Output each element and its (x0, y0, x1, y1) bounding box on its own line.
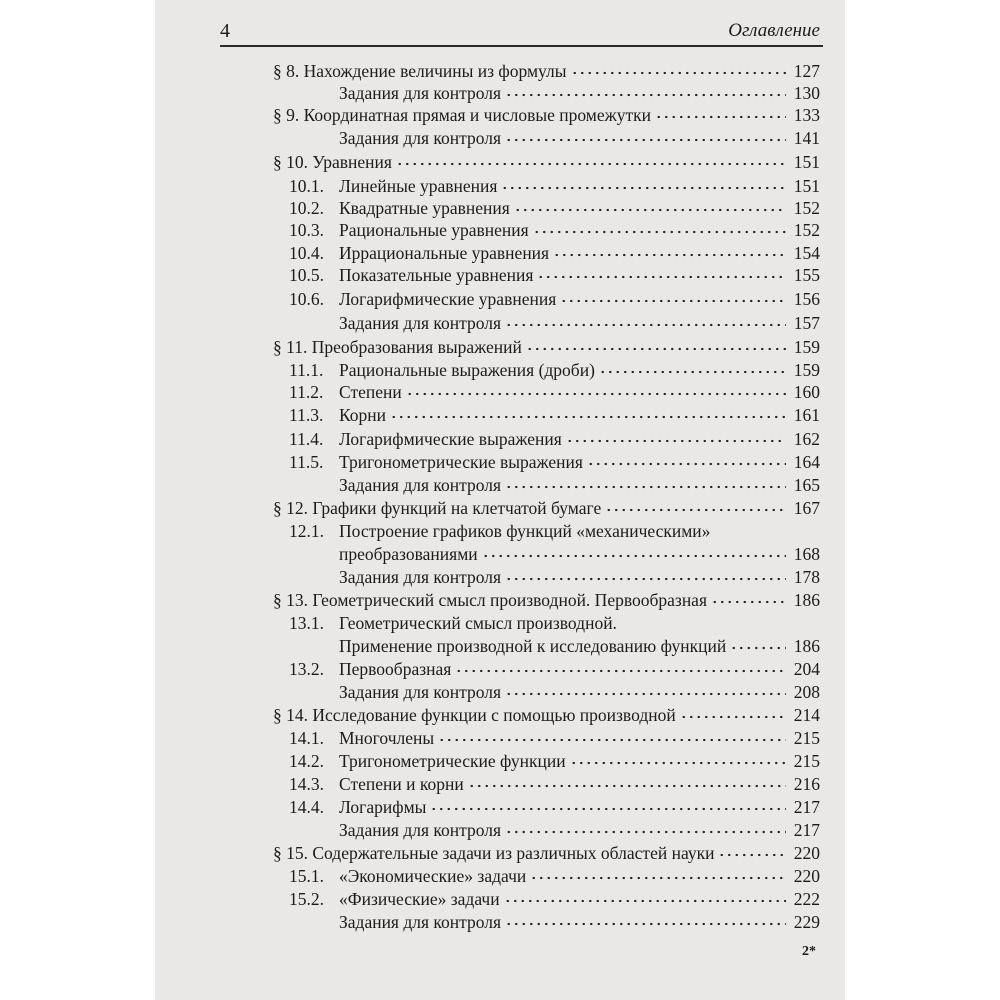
toc-entry-subsection[interactable] (289, 750, 820, 772)
entry-title: Логарифмы (339, 797, 427, 817)
entry-number: 15.2. (289, 889, 324, 909)
dot-leader (560, 297, 786, 305)
entry-title: Задания для контроля (339, 820, 502, 840)
dot-leader (504, 897, 786, 905)
dot-leader (553, 251, 786, 259)
toc-entry-section-12[interactable] (273, 497, 820, 519)
toc-entry-subsection[interactable] (289, 359, 820, 381)
entry-number: 11.3. (289, 405, 324, 425)
entry-title: Координатная прямая и числовые промежутки (303, 105, 651, 125)
entry-page: 127 (793, 61, 820, 81)
entry-page: 161 (793, 405, 820, 425)
entry-title: Линейные уравнения (339, 176, 498, 196)
entry-number: § 13. (273, 590, 308, 610)
entry-page: 229 (793, 912, 820, 932)
entry-number: § 10. (273, 152, 308, 172)
dot-leader (505, 483, 786, 491)
toc-entry-subsection[interactable] (289, 381, 820, 403)
entry-page: 160 (793, 382, 820, 402)
entry-page: 215 (793, 728, 820, 748)
entry-number: § 8. (273, 61, 300, 81)
toc-entry-tasks[interactable] (339, 312, 820, 334)
entry-number: § 12. (273, 498, 308, 518)
toc-entry-subsection[interactable] (289, 865, 820, 887)
dot-leader (430, 805, 786, 813)
entry-number: 11.5. (289, 452, 324, 472)
entry-title: Задания для контроля (339, 128, 502, 148)
entry-page: 220 (793, 866, 820, 886)
entry-number: 10.5. (289, 265, 324, 285)
toc-entry-section-13[interactable] (273, 589, 820, 611)
entry-title: Задания для контроля (339, 83, 502, 103)
toc-entry-tasks[interactable] (339, 911, 820, 933)
entry-page: 154 (793, 243, 820, 263)
entry-page: 152 (793, 220, 820, 240)
toc-entry-subsection[interactable] (289, 612, 617, 634)
entry-number: 15.1. (289, 866, 324, 886)
entry-page: 204 (793, 659, 820, 679)
toc-entry-tasks[interactable] (339, 566, 820, 588)
entry-page: 215 (793, 751, 820, 771)
signature-mark: 2* (802, 944, 816, 959)
dot-leader (505, 920, 786, 928)
toc-entry-section-10[interactable] (273, 151, 820, 173)
dot-leader (655, 113, 786, 121)
entry-number: 10.2. (289, 198, 324, 218)
entry-title: Задания для контроля (339, 912, 502, 932)
entry-number: 14.3. (289, 774, 324, 794)
entry-title: Нахождение величины из формулы (303, 61, 567, 81)
toc-entry-subsection[interactable] (289, 658, 820, 680)
entry-number: 10.6. (289, 289, 324, 309)
entry-title: Преобразования выражений (311, 337, 522, 357)
entry-title: Иррациональные уравнения (339, 243, 550, 263)
entry-title: Задания для контроля (339, 682, 502, 702)
entry-number: 13.1. (289, 613, 324, 633)
entry-page: 165 (793, 475, 820, 495)
dot-leader (396, 160, 786, 168)
entry-title: Задания для контроля (339, 475, 502, 495)
dot-leader (468, 782, 786, 790)
entry-page: 159 (793, 337, 820, 357)
entry-title: Логарифмические выражения (339, 429, 562, 449)
dot-leader (570, 759, 786, 767)
entry-number: § 9. (273, 105, 300, 125)
entry-title: Уравнения (312, 152, 392, 172)
entry-number: 12.1. (289, 521, 324, 541)
toc-entry-continuation[interactable] (339, 543, 820, 565)
toc-entry-section-14[interactable] (273, 704, 820, 726)
dot-leader (455, 667, 786, 675)
toc-entry-subsection[interactable] (289, 428, 820, 450)
dot-leader (599, 368, 786, 376)
entry-title: Тригонометрические выражения (339, 452, 583, 472)
dot-leader (526, 345, 786, 353)
dot-leader (505, 690, 786, 698)
entry-number: 14.2. (289, 751, 324, 771)
toc-entry-tasks[interactable] (339, 474, 820, 496)
dot-leader (718, 851, 786, 859)
entry-page: 168 (793, 544, 820, 564)
dot-leader (533, 228, 786, 236)
entry-title: Тригонометрические функции (339, 751, 566, 771)
entry-page: 186 (793, 636, 820, 656)
entry-title: Степени (339, 382, 402, 402)
entry-title: Построение графиков функций «механическими» (339, 521, 711, 541)
entry-page: 214 (793, 705, 820, 725)
entry-title: Применение производной к исследованию функций (339, 636, 727, 656)
entry-title: Степени и корни (339, 774, 464, 794)
dot-leader (730, 644, 786, 652)
entry-page: 222 (793, 889, 820, 909)
entry-page: 178 (793, 567, 820, 587)
entry-page: 151 (793, 176, 820, 196)
entry-title: Графики функций на клетчатой бумаге (312, 498, 602, 518)
entry-page: 155 (793, 265, 820, 285)
dot-leader (680, 713, 786, 721)
entry-title: Геометрический смысл производной. Первообразная (312, 590, 707, 610)
entry-title: Корни (339, 405, 387, 425)
entry-title: Содержательные задачи из различных областей науки (312, 843, 715, 863)
entry-title: Многочлены (339, 728, 435, 748)
dot-leader (605, 506, 786, 514)
entry-title: Задания для контроля (339, 313, 502, 333)
entry-number: 10.3. (289, 220, 324, 240)
dot-leader (711, 598, 786, 606)
dot-leader (505, 828, 786, 836)
toc-entry-subsection[interactable] (289, 264, 820, 286)
toc-entry-tasks[interactable] (339, 681, 820, 703)
entry-title: Рациональные выражения (дроби) (339, 360, 595, 380)
entry-number: 11.1. (289, 360, 324, 380)
toc-entry-subsection[interactable] (289, 773, 820, 795)
entry-page: 208 (793, 682, 820, 702)
entry-title: преобразованиями (339, 544, 478, 564)
dot-leader (566, 437, 786, 445)
entry-title: Исследование функции с помощью производной (312, 705, 676, 725)
toc-entry-subsection[interactable] (289, 888, 820, 910)
dot-leader (482, 552, 786, 560)
entry-page: 133 (793, 105, 820, 125)
dot-leader (530, 874, 786, 882)
entry-number: § 14. (273, 705, 308, 725)
entry-number: 13.2. (289, 659, 324, 679)
toc-entry-subsection[interactable] (289, 288, 820, 310)
dot-leader (505, 575, 786, 583)
toc-entry-tasks[interactable] (339, 819, 820, 841)
dot-leader (505, 321, 786, 329)
entry-number: 14.1. (289, 728, 324, 748)
entry-number: § 11. (273, 337, 308, 357)
entry-number: 10.1. (289, 176, 324, 196)
entry-title: Первообразная (339, 659, 452, 679)
toc-entry-tasks[interactable] (339, 82, 820, 104)
dot-leader (537, 273, 786, 281)
entry-number: 11.4. (289, 429, 324, 449)
toc-entry-subsection[interactable] (289, 796, 820, 818)
dot-leader (501, 184, 786, 192)
toc-entry-continuation[interactable] (339, 635, 820, 657)
entry-page: 159 (793, 360, 820, 380)
entry-page: 217 (793, 797, 820, 817)
entry-page: 162 (793, 429, 820, 449)
dot-leader (505, 136, 786, 144)
entry-page: 216 (793, 774, 820, 794)
toc-entry-subsection[interactable] (289, 520, 710, 542)
toc-entry-section-15[interactable] (273, 842, 820, 864)
toc-entry-subsection[interactable] (289, 242, 820, 264)
toc-entry-subsection[interactable] (289, 219, 820, 241)
toc-entry-subsection[interactable] (289, 197, 820, 219)
entry-title: Показательные уравнения (339, 265, 534, 285)
entry-number: 11.2. (289, 382, 324, 402)
dot-leader (406, 390, 786, 398)
dot-leader (438, 736, 786, 744)
entry-page: 151 (793, 152, 820, 172)
entry-page: 167 (793, 498, 820, 518)
entry-title: Задания для контроля (339, 567, 502, 587)
entry-page: 164 (793, 452, 820, 472)
page-number: 4 (220, 20, 230, 42)
entry-title: Квадратные уравнения (339, 198, 510, 218)
toc-entry-section-9[interactable] (273, 104, 820, 126)
running-title: Оглавление (728, 20, 820, 41)
toc-entry-subsection[interactable] (289, 451, 820, 473)
dot-leader (571, 69, 786, 77)
entry-page: 152 (793, 198, 820, 218)
entry-page: 217 (793, 820, 820, 840)
entry-title: «Физические» задачи (339, 889, 500, 909)
entry-title: «Экономические» задачи (339, 866, 527, 886)
entry-page: 157 (793, 313, 820, 333)
entry-page: 130 (793, 83, 820, 103)
toc-entry-subsection[interactable] (289, 404, 820, 426)
entry-title: Рациональные уравнения (339, 220, 529, 240)
dot-leader (587, 460, 786, 468)
entry-page: 186 (793, 590, 820, 610)
toc-entry-tasks[interactable] (339, 127, 820, 149)
entry-page: 220 (793, 843, 820, 863)
dot-leader (514, 206, 786, 214)
entry-number: § 15. (273, 843, 308, 863)
entry-number: 10.4. (289, 243, 324, 263)
entry-number: 14.4. (289, 797, 324, 817)
toc-entry-subsection[interactable] (289, 175, 820, 197)
toc-entry-subsection[interactable] (289, 727, 820, 749)
toc-entry-section-11[interactable] (273, 336, 820, 358)
dot-leader (505, 91, 786, 99)
entry-page: 156 (793, 289, 820, 309)
dot-leader (390, 413, 786, 421)
entry-page: 141 (793, 128, 820, 148)
toc-entry-section-8[interactable] (273, 60, 820, 82)
entry-title: Геометрический смысл производной. (339, 613, 617, 633)
entry-title: Логарифмические уравнения (339, 289, 557, 309)
